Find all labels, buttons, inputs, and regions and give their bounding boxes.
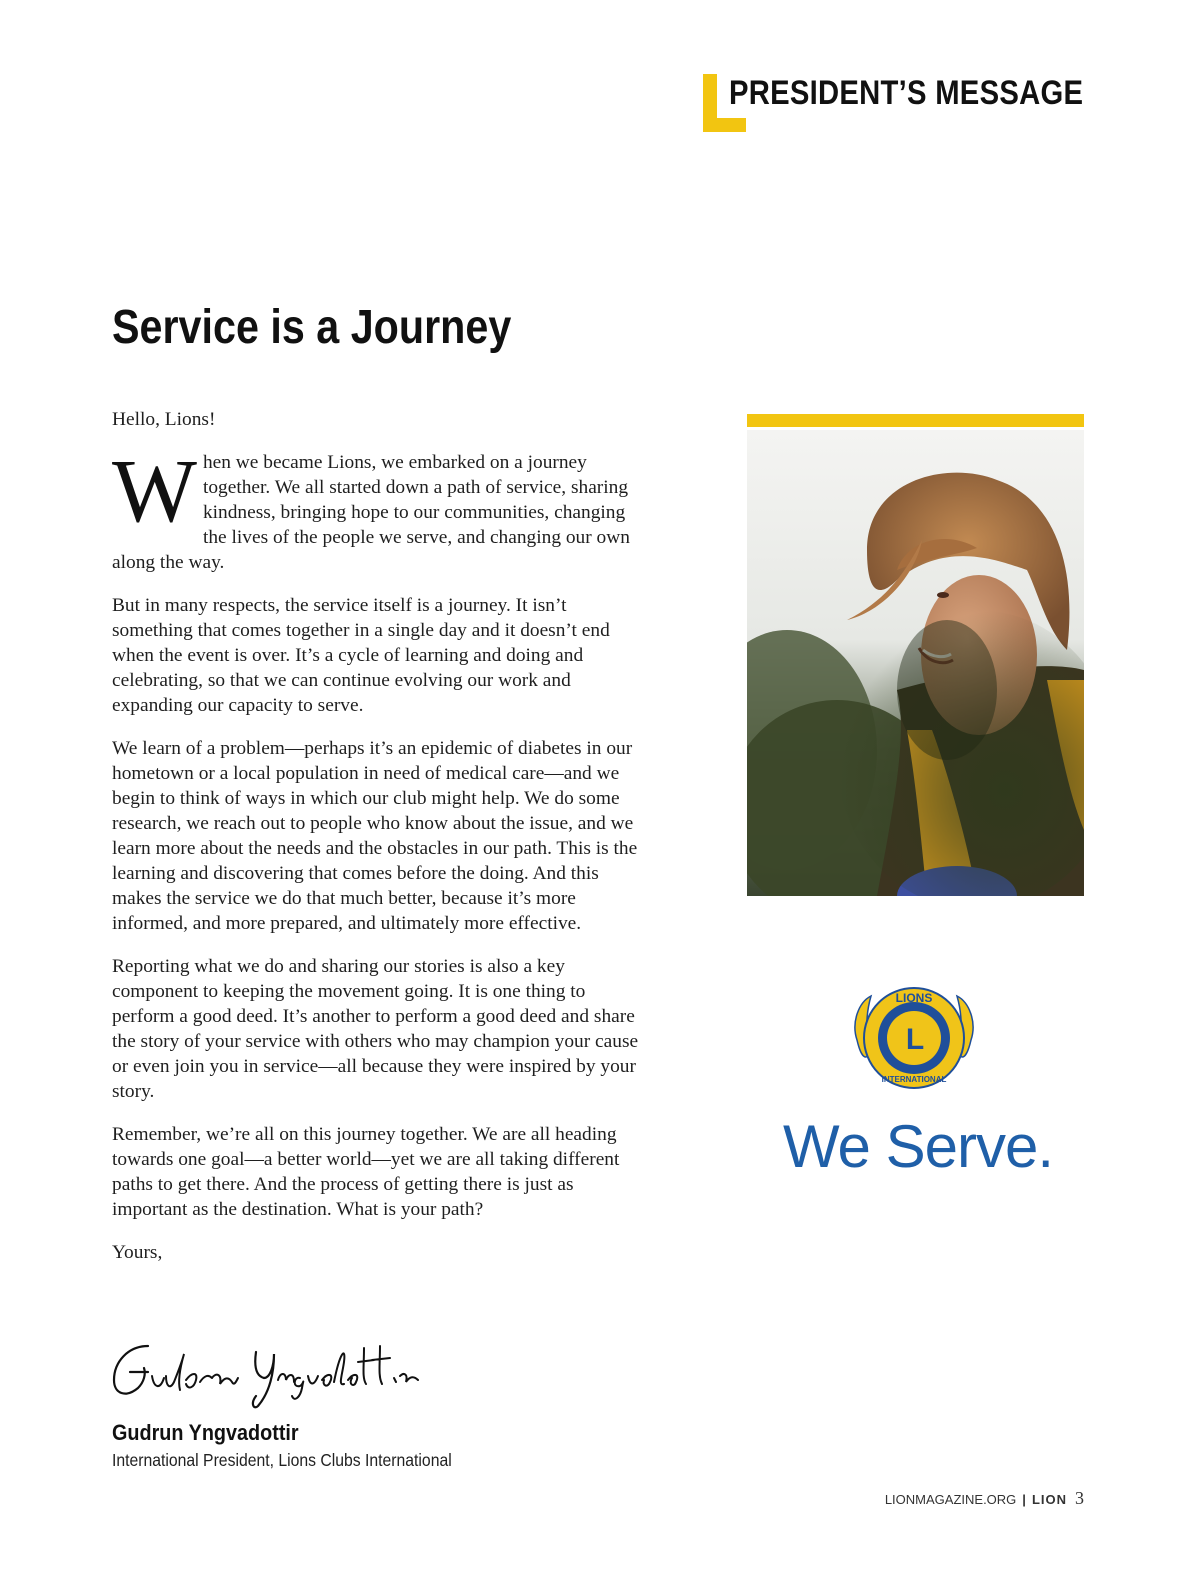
paragraph-1-text: hen we became Lions, we embarked on a journey together. We all started down a path of service, sharing kindness, bringing hope to our communities, changing the lives of the people we serve, and changing our own along the way. [112, 452, 630, 574]
article-headline: Service is a Journey [112, 301, 512, 354]
footer-magazine: LION [1031, 1492, 1067, 1507]
logo-letter: L [905, 1023, 925, 1056]
header-accent-foot [703, 118, 746, 132]
page-footer [885, 1488, 1084, 1509]
paragraph-5: Remember, we’re all on this journey together. We are all heading towards one goal—a better world—yet we are all taking different paths to get there. And the process of getting there is just as important as the destination. What is your path? [112, 1124, 620, 1220]
footer-separator: | [1022, 1492, 1026, 1507]
logo-text-bottom: INTERNATIONAL [881, 1075, 947, 1084]
logo-text-top: LIONS [895, 991, 933, 1005]
page-number: 3 [1075, 1488, 1084, 1508]
author-title: International President, Lions Clubs International [112, 1450, 452, 1470]
paragraph-2: But in many respects, the service itself is a journey. It isn’t something that comes together in a single day and it doesn’t end when the event is over. It’s a cycle of learning and doing and celebrating, so that we can continue evolving our work and expanding our capacity to serve. [112, 595, 610, 717]
footer-site: LIONMAGAZINE.ORG [884, 1492, 1017, 1507]
author-name: Gudrun Yngvadottir [112, 1420, 299, 1445]
closing: Yours, [112, 1242, 163, 1264]
paragraph-1 [112, 442, 640, 576]
section-label: PRESIDENT’S MESSAGE [729, 74, 1084, 112]
paragraph-3: We learn of a problem—perhaps it’s an epidemic of diabetes in our hometown or a local population in need of medical care—and we begin to think of ways in which our club might help. We do some research, we reach out to people who know about the issue, and we learn more about the needs and the obstacles in our path. This is the learning and discovering that comes before the doing. And this makes the service we do that much better, because it’s more informed, and more prepared, and ultimately more effective. [112, 738, 638, 934]
section-header [703, 72, 1103, 134]
lions-international-logo [849, 978, 979, 1098]
president-portrait-photo [747, 430, 1084, 896]
paragraph-4: Reporting what we do and sharing our stories is also a key component to keeping the movement going. It is one thing to perform a good deed. It’s another to perform a good deed and share the story of your service with others who may champion your cause or even join you in service—all because they were inspired by your story. [112, 956, 639, 1102]
greeting: Hello, Lions! [112, 409, 216, 430]
handwritten-signature [108, 1332, 428, 1412]
article-body [112, 408, 640, 1285]
photo-accent-bar [747, 414, 1084, 427]
we-serve-tagline: We Serve. [783, 1113, 1053, 1180]
drop-cap: W [112, 442, 197, 542]
